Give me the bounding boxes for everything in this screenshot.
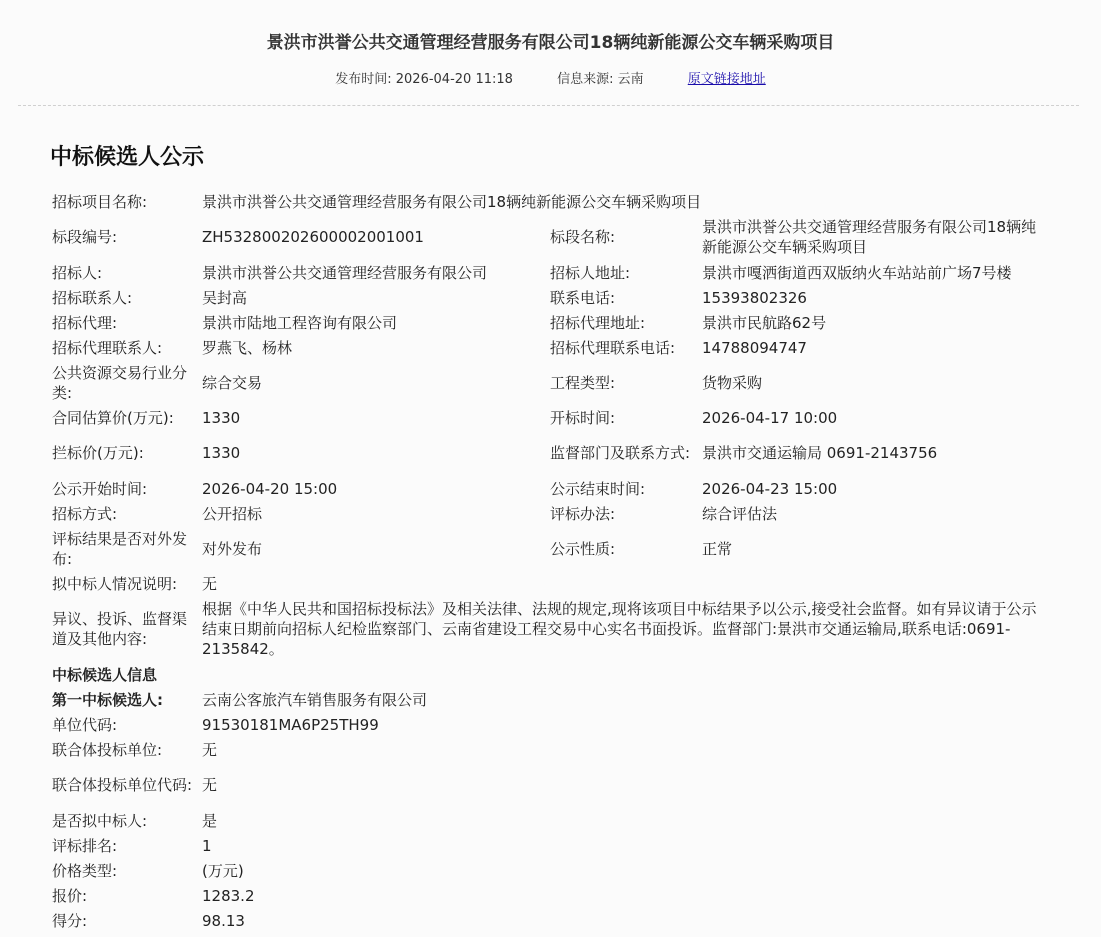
section-code-value: ZH5328002026000020010​01: [202, 228, 424, 246]
notice-start-value: 2026-04-20 15:00: [202, 479, 338, 498]
phone-label: 联系电话:: [550, 288, 616, 307]
row-first-candidate: [52, 687, 1052, 712]
publish-time: [335, 68, 513, 87]
row-project-name: [52, 190, 1052, 214]
first-candidate-label: 第一中标候选人:: [52, 690, 163, 709]
tenderer-contact-value: 吴封高: [202, 288, 248, 307]
info-source-label: 信息来源:: [557, 72, 614, 87]
price-value: 1283.2: [202, 886, 255, 905]
candidates-title: 中标候选人信息: [52, 665, 158, 684]
meta-bar: [0, 68, 1101, 87]
open-time-label: 开标时间:: [550, 408, 616, 427]
row-agent-contact: [52, 335, 1052, 360]
page-title: 景洪市洪誉公共交通管理经营服务有限公司18辆纯新能源公交车辆采购项目: [266, 33, 835, 53]
info-table: [52, 190, 1052, 933]
price-label: 报价:: [52, 886, 88, 905]
info-source-value: 云南: [617, 72, 644, 87]
agent-address-label: 招标代理地址:: [550, 313, 646, 332]
section-name-label: 标段名称:: [550, 228, 616, 246]
project-name-value: 景洪市洪誉公共交通管理经营服务有限公司18辆纯新能源公交车辆采购项目: [202, 193, 702, 211]
row-is-winner: [52, 808, 1052, 833]
agent-contact-value: 罗燕飞、杨林: [202, 338, 293, 357]
tenderer-address-label: 招标人地址:: [550, 263, 631, 282]
estimate-label: 合同估算价(万元):: [52, 408, 174, 427]
rank-label: 评标排名:: [52, 836, 118, 855]
winner-note-value: 无: [202, 574, 218, 593]
objection-value: 根据《中华人民共和国招标投标法》及相关法律、法规的规定,现将该项目中标结果予以公示,接受社会监督。如有异议请于公示结束日期前向招标人纪检监察部门、云南省建设工程交易中心实名书面投诉。监督部门:景洪市交通运输局,联系电话:0691-2135842。: [202, 600, 1037, 658]
is-winner-value: 是: [202, 811, 218, 830]
score-value: 98.13: [202, 911, 245, 930]
tenderer-contact-label: 招标联系人:: [52, 288, 133, 307]
eval-publish-value: 对外发布: [202, 539, 263, 558]
consortium-code-label: 联合体投标单位代码:: [52, 776, 193, 794]
notice-start-label: 公示开始时间:: [52, 479, 148, 498]
tenderer-address-value: 景洪市嘎洒街道西双版纳火车站站前广场7号楼: [702, 263, 1012, 282]
industry-value: 综合交易: [202, 373, 263, 392]
row-tenderer: [52, 260, 1052, 285]
eval-method-value: 综合评估法: [702, 504, 778, 523]
notice-end-label: 公示结束时间:: [550, 479, 646, 498]
info-source: [557, 68, 644, 87]
row-industry: [52, 360, 1052, 405]
divider: [18, 105, 1079, 106]
first-candidate-value: 云南公客旅汽车销售服务有限公司: [202, 690, 428, 709]
industry-label: 公共资源交易行业分类:: [52, 363, 188, 402]
phone-value: 15393802326: [702, 288, 807, 307]
row-consortium: [52, 737, 1052, 762]
price-type-label: 价格类型:: [52, 861, 118, 880]
objection-label: 异议、投诉、监督渠道及其他内容:: [52, 610, 188, 648]
row-price-type: [52, 858, 1052, 883]
project-name-label: 招标项目名称:: [52, 193, 148, 211]
row-estimate: [52, 405, 1052, 430]
supervisor-label: 监督部门及联系方式:: [550, 444, 691, 462]
row-winner-note: [52, 571, 1052, 596]
unit-code-label: 单位代码:: [52, 715, 118, 734]
rank-value: 1: [202, 836, 212, 855]
section-title: 中标候选人公示: [50, 145, 205, 170]
tenderer-value: 景洪市洪誉公共交通管理经营服务有限公司: [202, 263, 488, 282]
row-unit-code: [52, 712, 1052, 737]
row-price: [52, 883, 1052, 908]
row-notice-time: [52, 476, 1052, 501]
estimate-value: 1330: [202, 408, 241, 427]
agent-phone-value: 14788094747: [702, 338, 807, 357]
limit-price-label: 拦标价(万元):: [52, 444, 144, 462]
row-objection: [52, 596, 1052, 662]
eval-method-label: 评标办法:: [550, 504, 616, 523]
eval-publish-label: 评标结果是否对外发布:: [52, 529, 188, 568]
project-type-value: 货物采购: [702, 373, 763, 392]
publish-time-value: 2026-04-20 11:18: [395, 72, 513, 87]
row-section: [52, 214, 1052, 260]
consortium-label: 联合体投标单位:: [52, 740, 163, 759]
row-score: [52, 908, 1052, 933]
score-label: 得分:: [52, 911, 88, 930]
open-time-value: 2026-04-17 10:00: [702, 408, 838, 427]
row-limit-price: [52, 430, 1052, 476]
method-label: 招标方式:: [52, 504, 118, 523]
row-candidates-title: [52, 662, 1052, 687]
method-value: 公开招标: [202, 504, 263, 523]
row-method: [52, 501, 1052, 526]
winner-note-label: 拟中标人情况说明:: [52, 574, 178, 593]
price-type-value: (万元): [202, 861, 244, 880]
row-eval-publish: [52, 526, 1052, 571]
original-link[interactable]: 原文链接地址: [687, 72, 766, 87]
is-winner-label: 是否拟中标人:: [52, 811, 148, 830]
row-agent: [52, 310, 1052, 335]
agent-phone-label: 招标代理联系电话:: [550, 338, 676, 357]
row-consortium-code: [52, 762, 1052, 808]
agent-address-value: 景洪市民航路62号: [702, 313, 827, 332]
unit-code-value: 91530181MA6P25TH99: [202, 715, 379, 734]
publish-time-label: 发布时间:: [335, 72, 392, 87]
supervisor-value: 景洪市交通运输局 0691-2143756: [702, 444, 938, 462]
notice-nature-label: 公示性质:: [550, 539, 616, 558]
row-rank: [52, 833, 1052, 858]
notice-nature-value: 正常: [702, 539, 733, 558]
row-contact: [52, 285, 1052, 310]
agent-value: 景洪市陆地工程咨询有限公司: [202, 313, 398, 332]
limit-price-value: 1330: [202, 444, 241, 462]
section-name-value: 景洪市洪誉公共交通管理经营服务有限公司18辆纯新能源公交车辆采购项目: [702, 218, 1037, 256]
tenderer-label: 招标人:: [52, 263, 103, 282]
agent-label: 招标代理:: [52, 313, 118, 332]
consortium-code-value: 无: [202, 776, 218, 794]
section-code-label: 标段编号:: [52, 228, 118, 246]
notice-end-value: 2026-04-23 15:00: [702, 479, 838, 498]
consortium-value: 无: [202, 740, 218, 759]
project-type-label: 工程类型:: [550, 373, 616, 392]
agent-contact-label: 招标代理联系人:: [52, 338, 163, 357]
